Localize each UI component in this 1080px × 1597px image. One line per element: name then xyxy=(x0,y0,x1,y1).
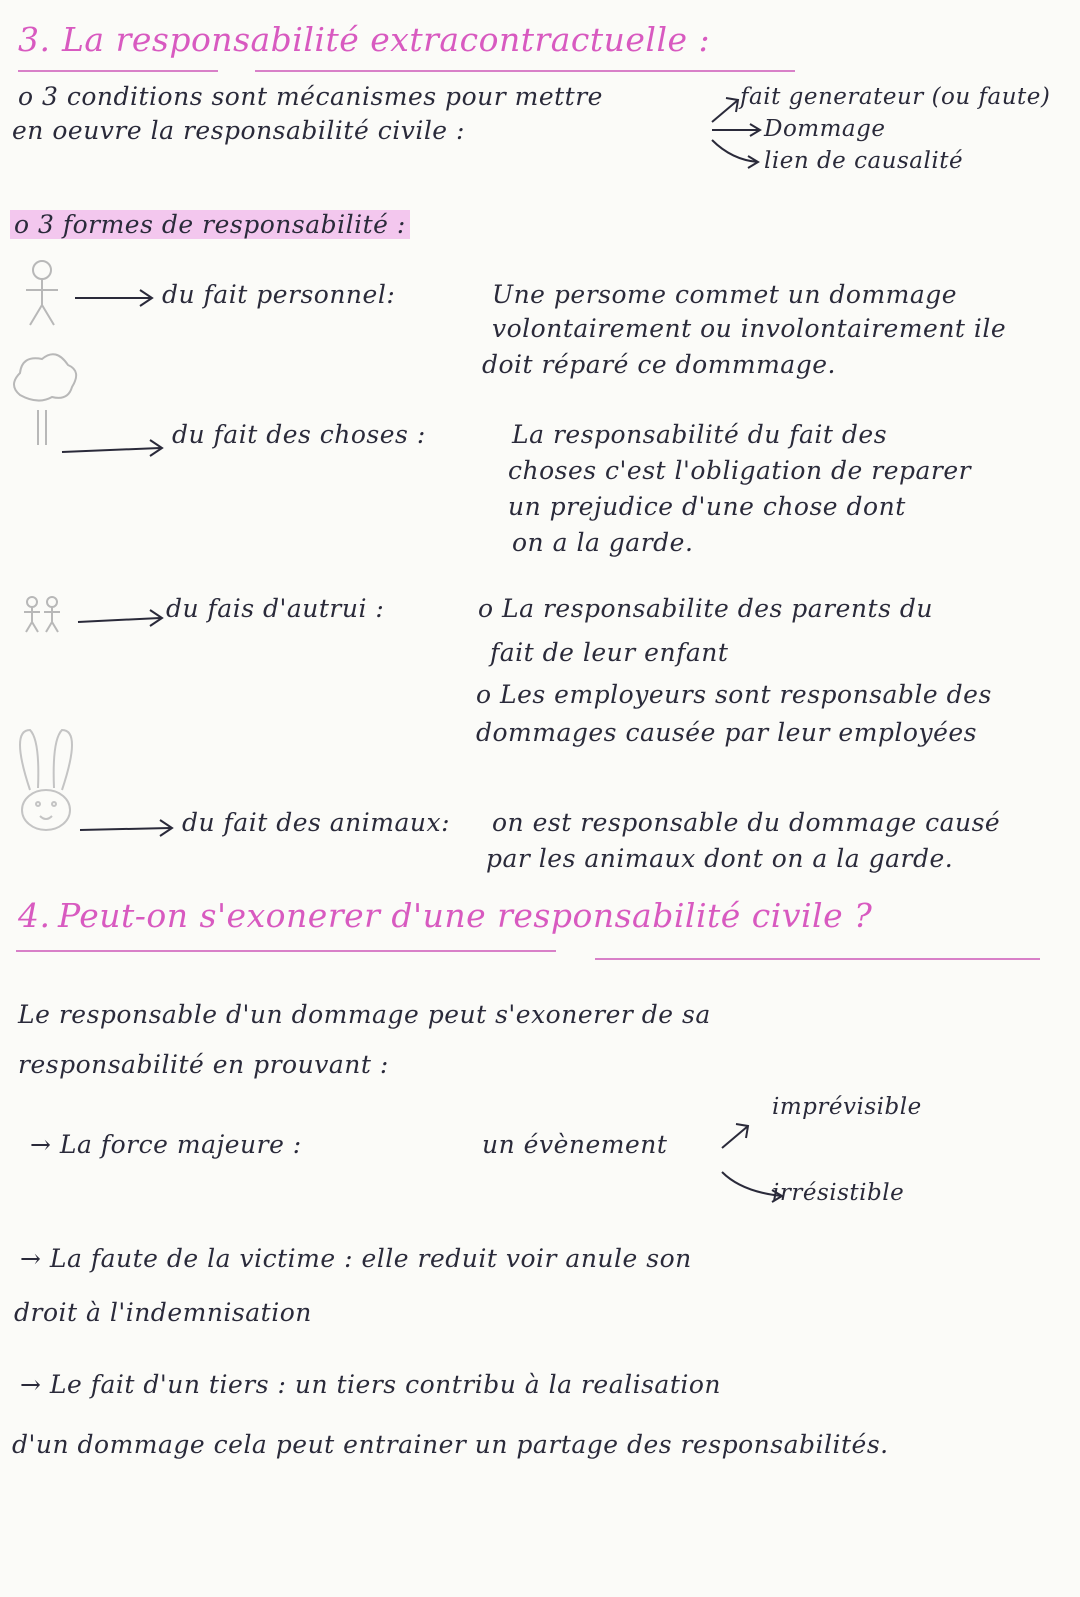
tiers-line: d'un dommage cela peut entrainer un partage des responsabilités. xyxy=(12,1430,889,1459)
autrui-line: o Les employeurs sont responsable des xyxy=(476,680,992,709)
force-majeure-text: un évènement xyxy=(482,1130,668,1159)
tiers-line-text: Le fait d'un tiers : un tiers contribu à la realisation xyxy=(49,1370,722,1399)
exoneration-intro: responsabilité en prouvant : xyxy=(18,1050,389,1079)
arrow-icon xyxy=(62,440,162,456)
autrui-line: fait de leur enfant xyxy=(490,638,729,667)
personnel-line: volontairement ou involontairement ile xyxy=(492,314,1007,343)
section4-title: Peut-on s'exonerer d'une responsabilité civile ? xyxy=(58,896,873,935)
rabbit-icon xyxy=(20,730,72,830)
arrow-icon xyxy=(78,610,162,626)
condition-item: fait generateur (ou faute) xyxy=(740,84,1051,110)
title-underline xyxy=(16,950,556,952)
arrow-icon xyxy=(80,820,172,836)
autrui-line: o La responsabilite des parents du xyxy=(478,594,933,623)
title-underline xyxy=(18,70,218,72)
conditions-line1: o 3 conditions sont mécanismes pour mettre xyxy=(18,82,603,111)
personnel-label: du fait personnel: xyxy=(162,280,396,309)
choses-line: on a la garde. xyxy=(512,528,694,557)
animaux-line: on est responsable du dommage causé xyxy=(492,808,1001,837)
branch-up-icon xyxy=(712,98,738,122)
tree-icon xyxy=(14,354,76,445)
formes-title-text: o 3 formes de responsabilité : xyxy=(10,210,410,239)
personnel-line: Une persome commet un dommage xyxy=(492,280,958,309)
victime-line-text: La faute de la victime : elle reduit voir anule son xyxy=(49,1244,692,1273)
autrui-label: du fais d'autrui : xyxy=(166,594,385,623)
title-underline xyxy=(255,70,795,72)
formes-title xyxy=(10,210,410,239)
force-imprevisible: imprévisible xyxy=(772,1094,922,1120)
condition-item: Dommage xyxy=(764,116,886,142)
section3-number: 3. xyxy=(18,20,51,59)
choses-label: du fait des choses : xyxy=(172,420,426,449)
autrui-line: dommages causée par leur employées xyxy=(476,718,978,747)
arrow-icon xyxy=(75,290,152,306)
title-underline xyxy=(595,958,1040,960)
choses-line: La responsabilité du fait des xyxy=(512,420,888,449)
force-irresistible: irrésistible xyxy=(772,1180,905,1206)
branch-down-icon xyxy=(712,140,758,168)
personnel-line: doit réparé ce dommmage. xyxy=(482,350,836,379)
section4-number: 4. xyxy=(18,896,51,935)
force-majeure-label: → La force majeure : xyxy=(30,1130,302,1159)
animaux-line: par les animaux dont on a la garde. xyxy=(486,844,954,873)
branch-mid-icon xyxy=(712,124,760,136)
tiers-line: → Le fait d'un tiers : un tiers contribu à la realisation xyxy=(20,1370,722,1399)
exoneration-intro: Le responsable d'un dommage peut s'exonerer de sa xyxy=(18,1000,711,1029)
two-people-icon xyxy=(24,597,60,632)
victime-line: → La faute de la victime : elle reduit voir anule son xyxy=(20,1244,692,1273)
conditions-line2: en oeuvre la responsabilité civile : xyxy=(12,116,465,145)
choses-line: un prejudice d'une chose dont xyxy=(508,492,906,521)
animaux-label: du fait des animaux: xyxy=(182,808,451,837)
choses-line: choses c'est l'obligation de reparer xyxy=(508,456,972,485)
force-majeure-label-text: La force majeure : xyxy=(59,1130,302,1159)
section3-title: La responsabilité extracontractuelle : xyxy=(62,20,711,59)
branch-up-icon xyxy=(722,1124,748,1148)
condition-item: lien de causalité xyxy=(764,148,964,174)
victime-line: droit à l'indemnisation xyxy=(14,1298,312,1327)
stick-figure-icon xyxy=(26,261,58,325)
